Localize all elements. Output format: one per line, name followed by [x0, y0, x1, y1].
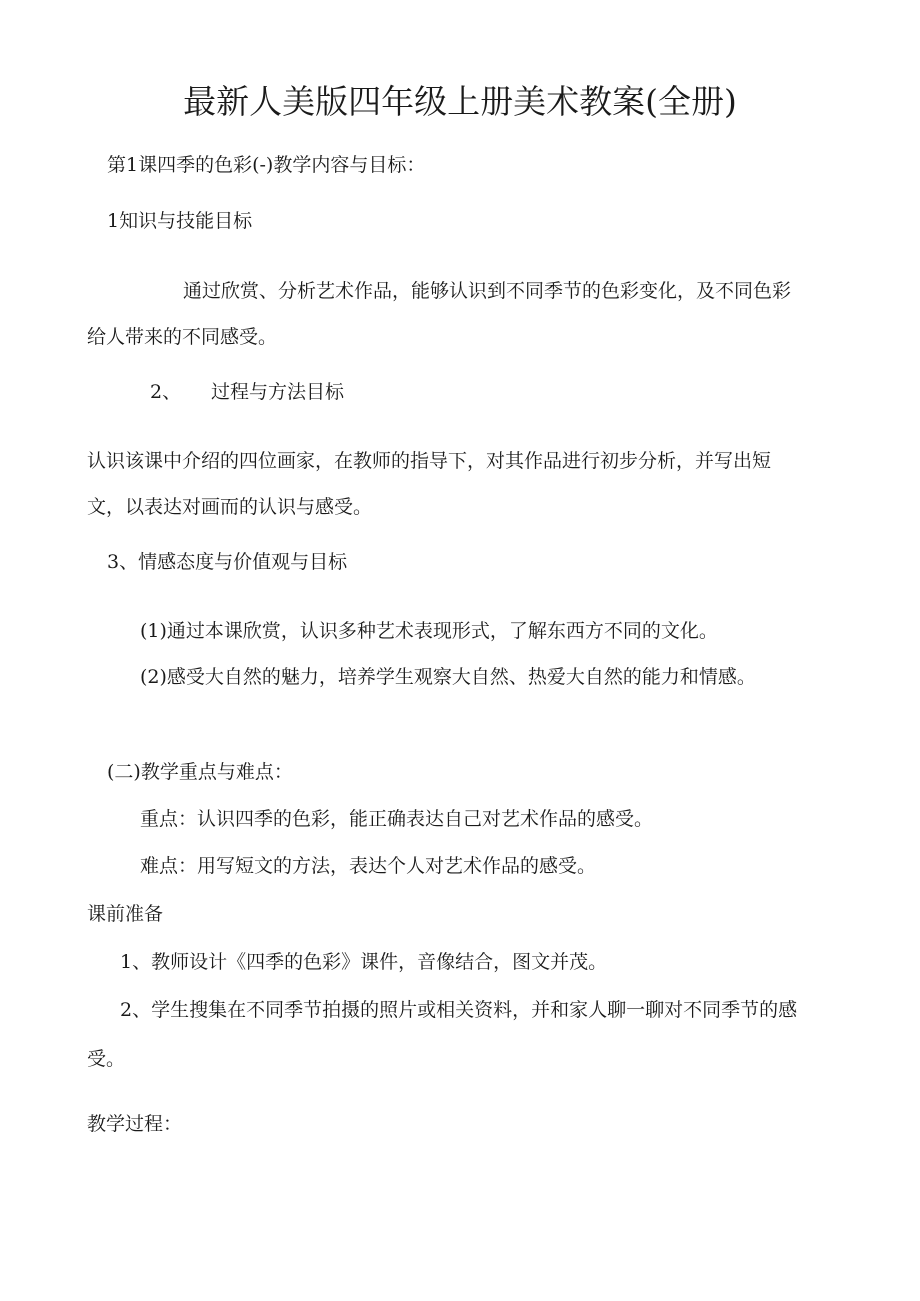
- process-heading: 教学过程：: [87, 1113, 183, 1135]
- goal3-heading: 3、情感态度与价值观与目标: [107, 551, 348, 573]
- document-title: 最新人美版四年级上册美术教案(全册): [183, 82, 737, 121]
- goal2-text-line1: 认识该课中介绍的四位画家，在教师的指导下，对其作品进行初步分析，并写出短: [87, 450, 772, 472]
- goal2-number: 2、: [150, 381, 182, 403]
- lesson-heading: 第1课四季的色彩(-)教学内容与目标：: [107, 154, 426, 176]
- prep-heading: 课前准备: [87, 903, 164, 925]
- prep-item1: 1、教师设计《四季的色彩》课件，音像结合，图文并茂。: [120, 951, 608, 973]
- goal2-text-line2: 文，以表达对画而的认识与感受。: [87, 496, 373, 518]
- goal1-text-line1: 通过欣赏、分析艺术作品，能够认识到不同季节的色彩变化，及不同色彩: [183, 280, 792, 302]
- goal1-text-line2: 给人带来的不同感受。: [87, 326, 278, 348]
- key-points-heading: (二)教学重点与难点：: [107, 761, 293, 783]
- key-point: 重点：认识四季的色彩，能正确表达自己对艺术作品的感受。: [140, 808, 654, 830]
- goal2-heading: 过程与方法目标: [211, 381, 345, 403]
- goal1-heading: 1知识与技能目标: [107, 210, 253, 232]
- prep-item2-line2: 受。: [87, 1048, 126, 1070]
- goal3-item2: (2)感受大自然的魅力，培养学生观察大自然、热爱大自然的能力和情感。: [140, 666, 756, 688]
- goal3-item1: (1)通过本课欣赏，认识多种艺术表现形式，了解东西方不同的文化。: [140, 620, 718, 642]
- prep-item2-line1: 2、学生搜集在不同季节拍摄的照片或相关资料，并和家人聊一聊对不同季节的感: [120, 999, 798, 1021]
- difficulty: 难点：用写短文的方法，表达个人对艺术作品的感受。: [140, 855, 597, 877]
